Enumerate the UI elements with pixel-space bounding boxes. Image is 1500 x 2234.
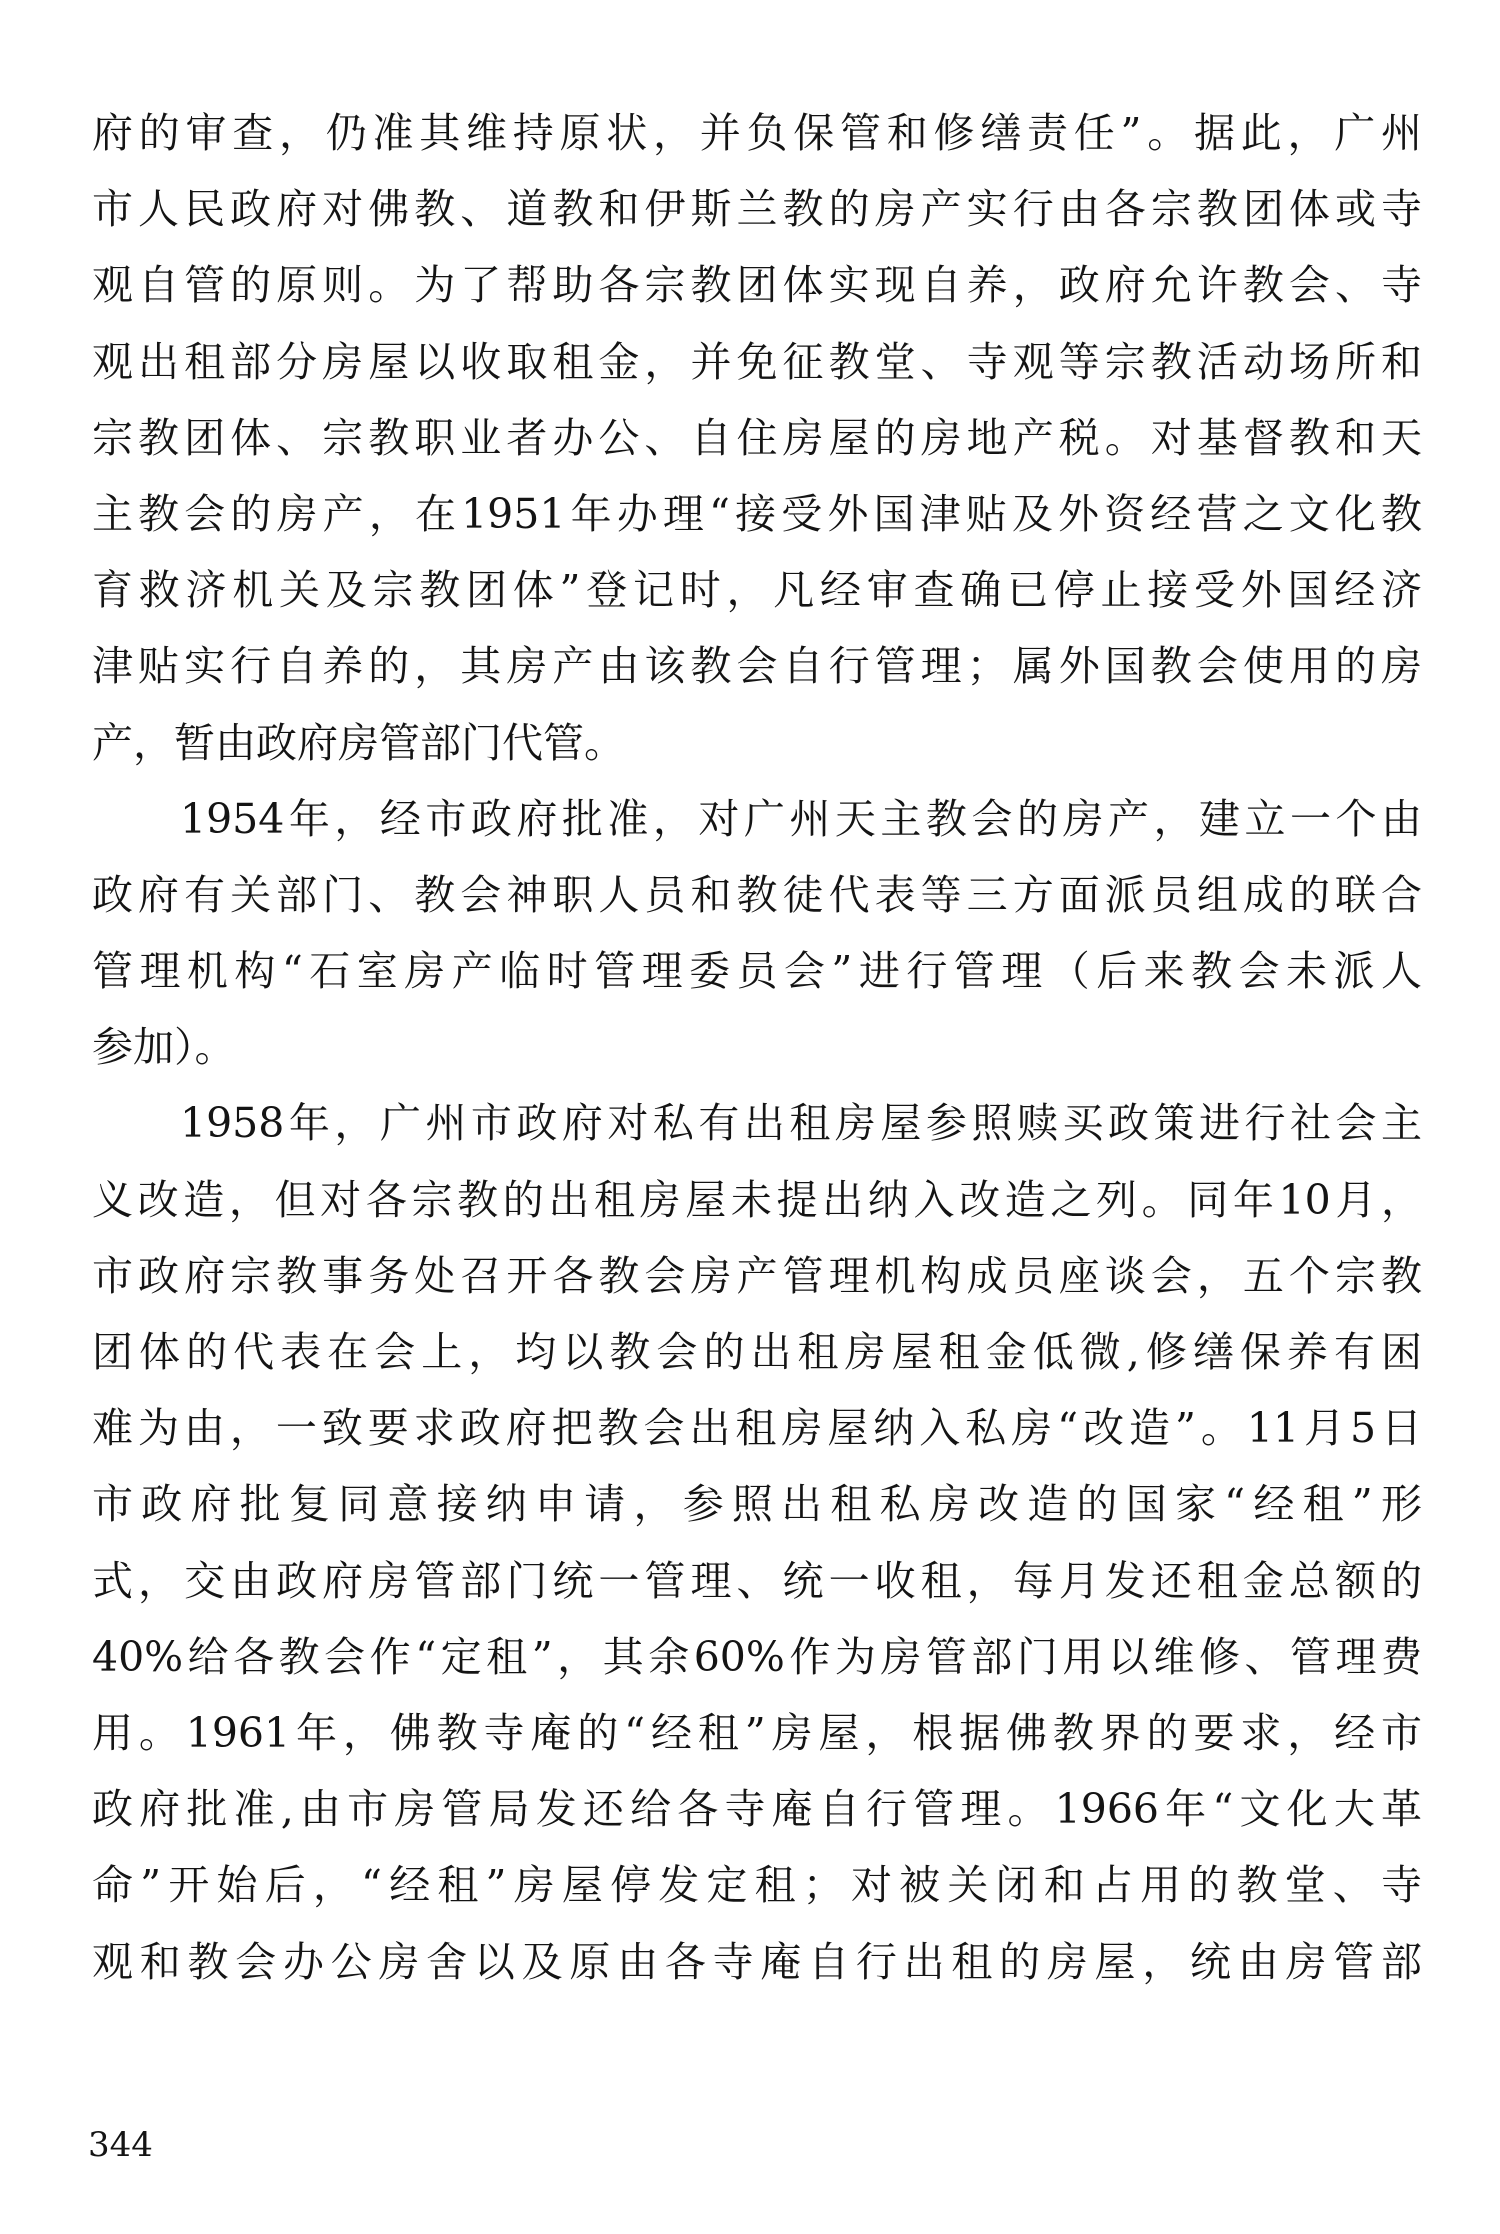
text-line: 津贴实行自养的，其房产由该教会自行管理；属外国教会使用的房 bbox=[92, 642, 1422, 691]
body-text bbox=[92, 108, 1422, 2013]
text-line: 市政府批复同意接纳申请，参照出租私房改造的国家“经租”形 bbox=[92, 1480, 1422, 1529]
page-number: 344 bbox=[88, 2125, 153, 2165]
text-line: 团体的代表在会上，均以教会的出租房屋租金低微,修缮保养有困 bbox=[92, 1328, 1422, 1376]
text-line: 市政府宗教事务处召开各教会房产管理机构成员座谈会，五个宗教 bbox=[92, 1251, 1422, 1300]
text-line: 1958年，广州市政府对私有出租房屋参照赎买政策进行社会主 bbox=[180, 1099, 1422, 1148]
text-line: 市人民政府对佛教、道教和伊斯兰教的房产实行由各宗教团体或寺 bbox=[92, 185, 1422, 234]
text-line: 产，暂由政府房管部门代管。 bbox=[92, 718, 625, 767]
text-line: 用。1961年，佛教寺庵的“经租”房屋，根据佛教界的要求，经市 bbox=[92, 1708, 1422, 1757]
text-line: 义改造，但对各宗教的出租房屋未提出纳入改造之列。同年10月， bbox=[92, 1175, 1422, 1224]
text-line: 1954年，经市政府批准，对广州天主教会的房产，建立一个由 bbox=[180, 794, 1422, 843]
text-line: 观出租部分房屋以收取租金，并免征教堂、寺观等宗教活动场所和 bbox=[92, 337, 1422, 386]
text-line: 难为由，一致要求政府把教会出租房屋纳入私房“改造”。11月5日 bbox=[92, 1404, 1422, 1453]
text-line: 参加）。 bbox=[92, 1023, 236, 1072]
text-line: 育救济机关及宗教团体”登记时，凡经审查确已停止接受外国经济 bbox=[92, 566, 1422, 615]
text-line: 式，交由政府房管部门统一管理、统一收租，每月发还租金总额的 bbox=[92, 1556, 1422, 1605]
text-line: 政府有关部门、教会神职人员和教徒代表等三方面派员组成的联合 bbox=[92, 870, 1422, 919]
text-line: 40%给各教会作“定租”，其余60%作为房管部门用以维修、管理费 bbox=[92, 1632, 1422, 1681]
text-line: 宗教团体、宗教职业者办公、自住房屋的房地产税。对基督教和天 bbox=[92, 413, 1422, 462]
text-line: 府的审查，仍准其维持原状，并负保管和修缮责任”。据此，广州 bbox=[92, 109, 1422, 157]
text-line: 命”开始后，“经租”房屋停发定租；对被关闭和占用的教堂、寺 bbox=[92, 1861, 1422, 1910]
text-line: 观和教会办公房舍以及原由各寺庵自行出租的房屋，统由房管部 bbox=[92, 1937, 1422, 1986]
text-line: 主教会的房产，在1951年办理“接受外国津贴及外资经营之文化教 bbox=[92, 489, 1422, 538]
text-line: 政府批准,由市房管局发还给各寺庵自行管理。1966年“文化大革 bbox=[92, 1785, 1422, 1834]
text-line: 观自管的原则。为了帮助各宗教团体实现自养，政府允许教会、寺 bbox=[92, 261, 1422, 310]
text-line: 管理机构“石室房产临时管理委员会”进行管理（后来教会未派人 bbox=[92, 947, 1422, 996]
